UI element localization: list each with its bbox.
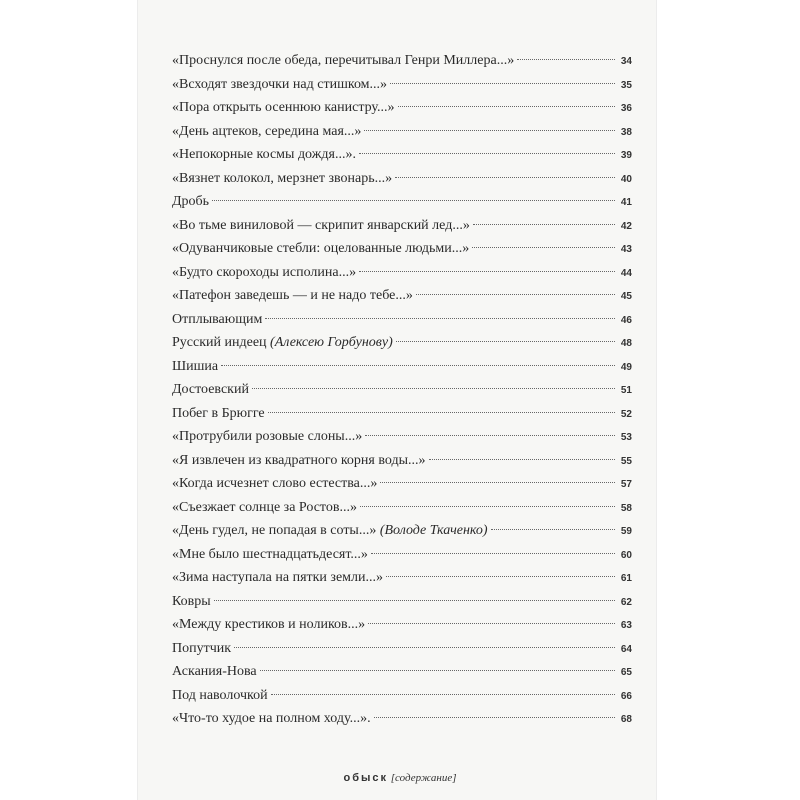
toc-entry-title <box>172 566 383 590</box>
toc-entry-title-text: «Непокорные космы дождя...». <box>172 147 356 163</box>
toc-leader-dots <box>265 318 615 319</box>
toc-entry-title-text: «День ацтеков, середина мая...» <box>172 123 362 139</box>
toc-entry <box>172 143 632 167</box>
toc-entry-page-number: 44 <box>620 267 632 279</box>
toc-entry-page-number: 49 <box>620 361 632 373</box>
toc-entry-title-text: Достоевский <box>172 382 249 398</box>
toc-entry-title-text: Дробь <box>172 194 210 210</box>
toc-entry-title <box>172 284 413 308</box>
table-of-contents <box>172 49 632 731</box>
toc-entry-page-number: 34 <box>620 56 632 67</box>
toc-entry-page-number: 41 <box>620 197 632 209</box>
toc-entry-page-number: 63 <box>620 620 632 632</box>
toc-entry-title-text: «Когда исчезнет слово естества...» <box>172 476 378 492</box>
toc-entry-title-text: «Между крестиков и ноликов...» <box>172 617 366 633</box>
toc-entry-title-text: Попутчик <box>172 640 232 656</box>
toc-leader-dots <box>214 600 615 601</box>
toc-entry-page-number: 43 <box>620 244 632 256</box>
toc-leader-dots <box>252 388 615 389</box>
toc-entry-title <box>172 449 426 473</box>
toc-entry-title <box>172 402 265 426</box>
toc-entry-title <box>172 472 377 496</box>
toc-entry <box>172 378 632 402</box>
toc-entry-dedication: (Алексею Горбунову) <box>270 335 393 351</box>
toc-entry-title-text: «Вязнет колокол, мерзнет звонарь...» <box>172 170 393 186</box>
toc-entry-title-text: «Патефон заведешь — и не надо тебе...» <box>172 288 413 304</box>
toc-entry <box>172 214 632 238</box>
toc-entry-page-number: 58 <box>620 502 632 514</box>
toc-entry-title-text: «Будто скороходы исполина...» <box>172 264 357 280</box>
page-footer <box>0 772 800 784</box>
toc-entry-title <box>172 543 368 567</box>
toc-entry-title-text: «Зима наступала на пятки земли...» <box>172 570 383 586</box>
toc-entry-title-text: «Проснулся после обеда, перечитывал Генри Миллера...» <box>172 53 515 68</box>
toc-entry-title-text: Аскания-Нова <box>172 664 257 680</box>
toc-entry-page-number: 66 <box>620 690 632 702</box>
toc-entry-page-number: 42 <box>620 220 632 232</box>
toc-entry <box>172 237 632 261</box>
toc-entry-title <box>172 519 488 543</box>
toc-entry <box>172 49 632 73</box>
toc-leader-dots <box>472 247 615 248</box>
toc-entry-title <box>172 378 249 402</box>
toc-leader-dots <box>268 412 615 413</box>
toc-entry <box>172 707 632 731</box>
toc-entry <box>172 590 632 614</box>
toc-entry <box>172 496 632 520</box>
toc-entry-page-number: 52 <box>620 408 632 420</box>
toc-entry-title-text: Русский индеец <box>172 335 267 351</box>
toc-entry-page-number: 68 <box>620 714 632 726</box>
toc-entry-title <box>172 660 257 684</box>
toc-leader-dots <box>396 341 615 342</box>
toc-entry-page-number: 40 <box>620 173 632 185</box>
toc-entry-page-number: 57 <box>620 479 632 491</box>
toc-entry <box>172 261 632 285</box>
toc-entry-title <box>172 590 211 614</box>
toc-entry-title <box>172 684 268 708</box>
toc-entry <box>172 566 632 590</box>
toc-leader-dots <box>390 83 615 84</box>
toc-entry-title-text: Ковры <box>172 593 211 609</box>
toc-entry <box>172 637 632 661</box>
toc-entry <box>172 96 632 120</box>
toc-leader-dots <box>473 224 615 225</box>
toc-entry-page-number: 36 <box>620 103 632 115</box>
toc-entry-title <box>172 496 357 520</box>
toc-entry-title-text: «День гудел, не попадая в соты...» <box>172 523 377 539</box>
toc-entry-title-text: «Мне было шестнадцатьдесят...» <box>172 546 368 562</box>
footer-section-label: [содержание] <box>390 772 457 784</box>
toc-entry-title-text: «Съезжает солнце за Ростов...» <box>172 499 357 515</box>
toc-leader-dots <box>371 553 615 554</box>
toc-entry-title <box>172 49 514 73</box>
toc-entry <box>172 284 632 308</box>
toc-entry-page-number: 39 <box>620 150 632 162</box>
toc-entry-title <box>172 331 393 355</box>
toc-entry-page-number: 45 <box>620 291 632 303</box>
toc-leader-dots <box>491 529 615 530</box>
toc-entry <box>172 472 632 496</box>
toc-entry <box>172 167 632 191</box>
toc-entry-title-text: Под наволочкой <box>172 687 268 703</box>
toc-leader-dots <box>386 576 615 577</box>
toc-entry <box>172 543 632 567</box>
toc-entry-page-number: 59 <box>620 526 632 538</box>
toc-entry-page-number: 51 <box>620 385 632 397</box>
toc-entry-title-text: «Я извлечен из квадратного корня воды...» <box>172 452 426 468</box>
toc-entry-page-number: 46 <box>620 314 632 326</box>
toc-entry-title-text: «Протрубили розовые слоны...» <box>172 429 363 445</box>
toc-leader-dots <box>359 153 615 154</box>
toc-entry-dedication: (Володе Ткаченко) <box>379 523 488 539</box>
toc-entry-title <box>172 613 365 637</box>
toc-leader-dots <box>360 506 615 507</box>
toc-leader-dots <box>368 623 615 624</box>
toc-entry-title-text: «Что-то худое на полном ходу...». <box>172 711 371 727</box>
toc-entry <box>172 684 632 708</box>
toc-leader-dots <box>359 271 615 272</box>
toc-leader-dots <box>212 200 615 201</box>
toc-leader-dots <box>221 365 615 366</box>
toc-entry <box>172 120 632 144</box>
toc-entry-page-number: 61 <box>620 573 632 585</box>
toc-entry-page-number: 62 <box>620 596 632 608</box>
toc-entry-title <box>172 237 469 261</box>
toc-entry <box>172 73 632 97</box>
toc-entry-title <box>172 637 231 661</box>
toc-entry <box>172 519 632 543</box>
toc-entry-title <box>172 261 356 285</box>
toc-leader-dots <box>416 294 615 295</box>
toc-entry <box>172 613 632 637</box>
toc-entry-title <box>172 73 387 97</box>
toc-entry-page-number: 60 <box>620 549 632 561</box>
toc-entry-title <box>172 214 470 238</box>
toc-entry-title <box>172 308 262 332</box>
toc-entry-title <box>172 425 362 449</box>
toc-entry-title <box>172 190 209 214</box>
toc-leader-dots <box>429 459 616 460</box>
toc-entry <box>172 402 632 426</box>
toc-leader-dots <box>380 482 615 483</box>
toc-entry-title <box>172 143 356 167</box>
toc-entry-title <box>172 167 392 191</box>
toc-leader-dots <box>271 694 615 695</box>
toc-entry-page-number: 65 <box>620 667 632 679</box>
toc-entry-title-text: Побег в Брюгге <box>172 405 265 421</box>
toc-entry-title <box>172 707 371 731</box>
footer-book-title: обыск <box>343 772 388 784</box>
toc-leader-dots <box>260 670 615 671</box>
toc-leader-dots <box>374 717 615 718</box>
toc-entry-title-text: «Пора открыть осеннюю канистру...» <box>172 100 395 116</box>
toc-entry-page-number: 48 <box>620 338 632 350</box>
toc-entry-title <box>172 120 361 144</box>
toc-entry <box>172 190 632 214</box>
toc-entry-title-text: Отплывающим <box>172 311 263 327</box>
toc-entry-title-text: «Одуванчиковые стебли: оцелованные людьми...» <box>172 241 470 257</box>
toc-entry-page-number: 35 <box>620 79 632 91</box>
toc-entry-title <box>172 355 218 379</box>
toc-entry <box>172 449 632 473</box>
toc-leader-dots <box>364 130 615 131</box>
toc-entry-page-number: 38 <box>620 126 632 138</box>
toc-leader-dots <box>395 177 615 178</box>
toc-entry-page-number: 64 <box>620 643 632 655</box>
toc-entry <box>172 308 632 332</box>
toc-entry <box>172 331 632 355</box>
toc-entry <box>172 355 632 379</box>
toc-entry <box>172 660 632 684</box>
toc-entry-title-text: «Во тьме виниловой — скрипит январский лед...» <box>172 217 470 233</box>
toc-entry-title <box>172 96 395 120</box>
toc-leader-dots <box>398 106 615 107</box>
toc-entry <box>172 425 632 449</box>
toc-entry-page-number: 53 <box>620 432 632 444</box>
toc-leader-dots <box>234 647 615 648</box>
toc-leader-dots <box>517 59 615 60</box>
toc-entry-title-text: «Всходят звездочки над стишком...» <box>172 76 388 92</box>
toc-leader-dots <box>365 435 615 436</box>
toc-entry-title-text: Шишиа <box>172 358 219 374</box>
toc-entry-page-number: 55 <box>620 455 632 467</box>
